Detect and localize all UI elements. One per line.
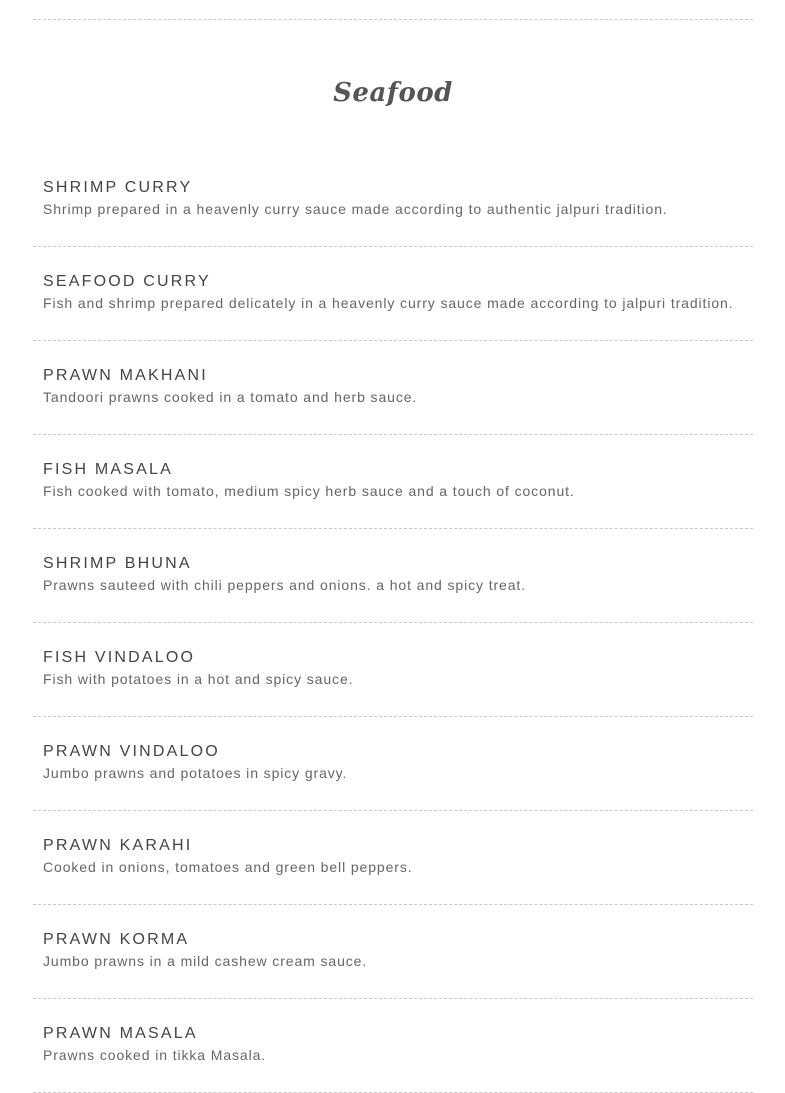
menu-item — [33, 999, 753, 1093]
item-name: FISH VINDALOO — [43, 649, 196, 666]
menu-list — [33, 153, 753, 1093]
item-name: SHRIMP CURRY — [43, 179, 193, 196]
menu-item — [33, 153, 753, 247]
menu-item — [33, 435, 753, 529]
item-description: Prawns cooked in tikka Masala. — [43, 1047, 267, 1063]
menu-item — [33, 717, 753, 811]
item-description: Fish and shrimp prepared delicately in a heavenly curry sauce made according to jalpuri tradition. — [43, 295, 734, 311]
menu-item — [33, 623, 753, 717]
section-title: Seafood — [333, 78, 453, 108]
item-name: FISH MASALA — [43, 461, 174, 478]
item-description: Prawns sauteed with chili peppers and onions. a hot and spicy treat. — [43, 577, 527, 593]
menu-item — [33, 529, 753, 623]
menu-item — [33, 341, 753, 435]
item-name: PRAWN MAKHANI — [43, 367, 208, 384]
menu-item — [33, 811, 753, 905]
item-description: Jumbo prawns in a mild cashew cream sauce. — [43, 953, 368, 969]
item-description: Tandoori prawns cooked in a tomato and herb sauce. — [43, 389, 418, 405]
item-name: PRAWN KORMA — [43, 931, 190, 948]
item-description: Fish with potatoes in a hot and spicy sauce. — [43, 671, 354, 687]
item-description: Cooked in onions, tomatoes and green bell peppers. — [43, 859, 413, 875]
item-name: PRAWN MASALA — [43, 1025, 198, 1042]
item-description: Shrimp prepared in a heavenly curry sauce made according to authentic jalpuri tradition. — [43, 201, 668, 217]
item-description: Jumbo prawns and potatoes in spicy gravy. — [43, 765, 348, 781]
menu-item — [33, 247, 753, 341]
item-name: PRAWN KARAHI — [43, 837, 193, 854]
item-name: PRAWN VINDALOO — [43, 743, 220, 760]
item-name: SEAFOOD CURRY — [43, 273, 211, 290]
menu-item — [33, 905, 753, 999]
top-divider — [33, 19, 753, 20]
item-name: SHRIMP BHUNA — [43, 555, 192, 572]
item-description: Fish cooked with tomato, medium spicy herb sauce and a touch of coconut. — [43, 483, 575, 499]
